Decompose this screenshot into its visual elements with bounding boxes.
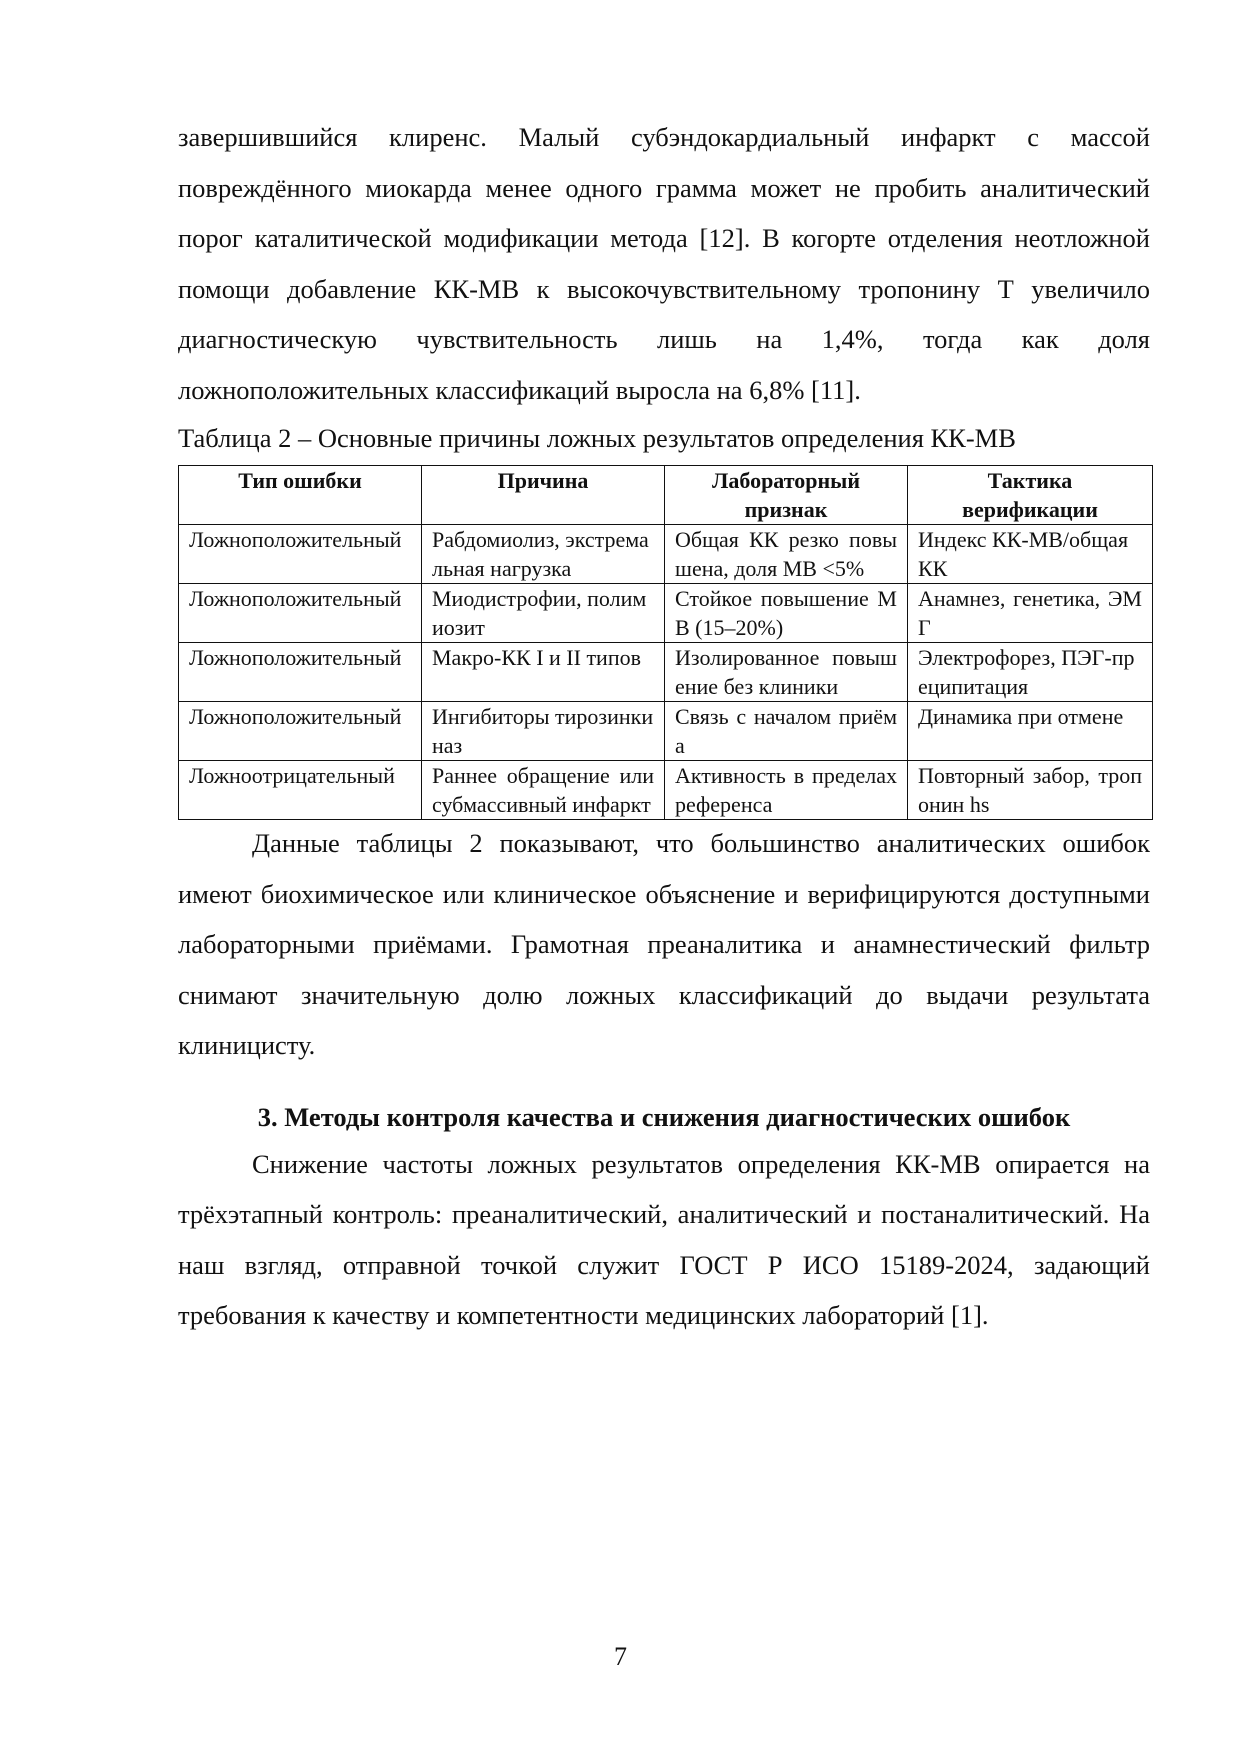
cell-verification: Динамика при отмене — [908, 702, 1153, 761]
table-row — [179, 702, 1153, 761]
cell-lab-sign: Изолированное повышение без клиники — [665, 643, 908, 702]
cell-error-type: Ложноположительный — [179, 584, 422, 643]
cell-lab-sign: Связь с началом приёма — [665, 702, 908, 761]
table-row — [179, 525, 1153, 584]
page-number: 7 — [614, 1642, 627, 1671]
cell-lab-sign: Активность в пределах референса — [665, 761, 908, 820]
header-cause: Причина — [422, 466, 665, 525]
cell-cause: Макро-КК I и II типов — [422, 643, 665, 702]
cell-lab-sign: Стойкое повышение МВ (15–20%) — [665, 584, 908, 643]
table-summary-paragraph: Данные таблицы 2 показывают, что большинство аналитических ошибок имеют биохимическое или клиническое объяснение и верифицируются доступными лабораторными приёмами. Грамотная преаналитика и анамнестический фильтр снимают значительную долю ложных классификаций до выдачи результата клиницисту. — [178, 828, 1150, 1060]
header-error-type: Тип ошибки — [179, 466, 422, 525]
cell-error-type: Ложноположительный — [179, 643, 422, 702]
table-caption: Таблица 2 – Основные причины ложных результатов определения КК-МВ — [178, 423, 1016, 453]
header-lab-sign: Лабораторный признак — [665, 466, 908, 525]
table-row — [179, 584, 1153, 643]
table-row — [179, 643, 1153, 702]
cell-error-type: Ложноотрицательный — [179, 761, 422, 820]
cell-verification: Повторный забор, тропонин hs — [908, 761, 1153, 820]
cell-cause: Ингибиторы тирозинкиназ — [422, 702, 665, 761]
errors-table — [178, 465, 1153, 820]
document-page — [178, 112, 1150, 1341]
header-verification: Тактика верификации — [908, 466, 1153, 525]
cell-error-type: Ложноположительный — [179, 702, 422, 761]
intro-paragraph: завершившийся клиренс. Малый субэндокардиальный инфаркт с массой повреждённого миокарда менее одного грамма может не пробить аналитический порог каталитической модификации метода [12]. В когорте отделения неотложной помощи добавление КК-МВ к высокочувствительному тропонину Т увеличило диагностическую чувствительность лишь на 1,4%, тогда как доля ложноположительных классификаций выросла на 6,8% [11]. — [178, 122, 1150, 405]
cell-cause: Миодистрофии, полимиозит — [422, 584, 665, 643]
cell-lab-sign: Общая КК резко повышена, доля МВ <5% — [665, 525, 908, 584]
cell-cause: Раннее обращение или субмассивный инфаркт — [422, 761, 665, 820]
table-row — [179, 761, 1153, 820]
cell-error-type: Ложноположительный — [179, 525, 422, 584]
table-header-row — [179, 466, 1153, 525]
cell-verification: Анамнез, генетика, ЭМГ — [908, 584, 1153, 643]
cell-verification: Индекс КК-МВ/общая КК — [908, 525, 1153, 584]
section-heading: 3. Методы контроля качества и снижения диагностических ошибок — [257, 1101, 1071, 1132]
cell-verification: Электрофорез, ПЭГ-преципитация — [908, 643, 1153, 702]
section-paragraph: Снижение частоты ложных результатов определения КК-МВ опирается на трёхэтапный контроль: преаналитический, аналитический и постаналитический. На наш взгляд, отправной точкой служит ГОСТ Р ИСО 15189-2024, задающий требования к качеству и компетентности медицинских лабораторий [1]. — [178, 1148, 1150, 1330]
cell-cause: Рабдомиолиз, экстремальная нагрузка — [422, 525, 665, 584]
